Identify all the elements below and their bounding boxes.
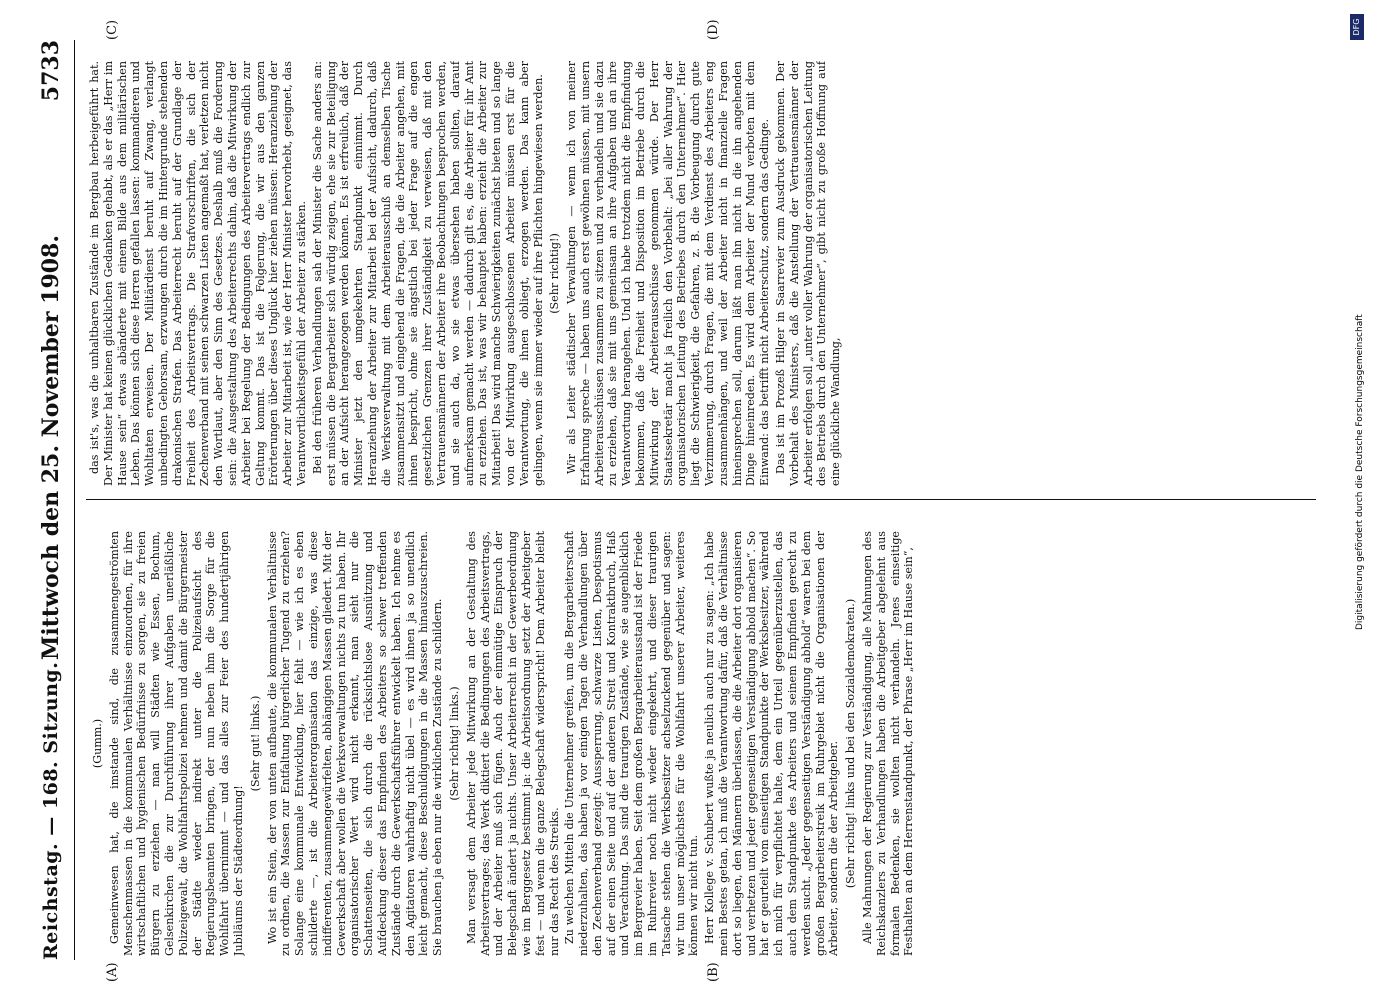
left-column-paragraph: Gemeinwesen hat, die imstande sind, die zusammengeströmten Menschenmassen in die kommunalen Verhältnisse einzuordnen, für ihre wirtschaftlichen und hygienischen Bedürfnisse zu sorgen, sie zu freien Bürgern zu erziehen — man will Städten wie Essen, Bochum, Gelsenkirchen die zur Durchführung ihrer Aufgaben unerläßliche Polizeigewalt, die Wohlfahrtspolizei nehmen und damit die Bürgermeister der Städte wieder indirekt unter die Polizeiaufsicht des Regierungsbeamten bringen, der nun neben ihm die Sorge für die Wohlfahrt übernimmt — und das alles zur Feier des hundertjährigen Jubiläums der Städteordnung! xyxy=(107,531,245,956)
left-column-paragraph: Zu welchen Mitteln die Unternehmer greifen, um die Bergarbeiterschaft niederzuhalten, das haben ja vor einigen Tagen die Verhandlungen über den Zechenverband gezeigt: Aussperrung, schwarze Listen, Despotismus auf der einen Seite und auf der anderen Streit und Kontraktbruch, Haß und Verachtung. Das sind die traurigen Zustände, wie sie augenblicklich im Bergrevier haben. Seit dem großen Bergarbeiterausstand ist der Friede im Ruhrrevier noch nicht wieder eingekehrt, und dieser traurigen Tatsache stehen die Werksbesitzer achselzuckend gegenüber und sagen: wir tun unser möglichstes für die Wohlfahrt unserer Arbeiter, weiteres können wir nicht tun. xyxy=(563,531,701,956)
left-column-paragraph: Man versagt dem Arbeiter jede Mitwirkung an der Gestaltung des Arbeitsvertrages; das Werk diktiert die Bedingungen des Arbeitsvertrags, und der Arbeiter muß sich fügen. Auch der einmütige Einspruch der Belegschaft ändert ja nichts. Unser Arbeiterrecht in der Gewerbeordnung wie im Berggesetz bestimmt ja: die Arbeitsordnung setzt der Arbeitgeber fest — und wenn die ganze Belegschaft widerspricht! Dem Arbeiter bleibt nur das Recht des Streiks. xyxy=(464,531,561,956)
margin-letter-a: (A) xyxy=(105,962,120,982)
left-column-interjection: (Sehr gut! links.) xyxy=(248,695,262,792)
margin-letter-b: (B) xyxy=(706,962,721,982)
margin-letter-d: (D) xyxy=(706,19,721,40)
page-number: 5733 xyxy=(38,40,64,102)
right-column-paragraph: Das ist im Prozeß Hilger in Saarrevier zum Ausdruck gekommen. Der Vorbehalt des Ministers, daß die Anstellung der Vertrauensmänner der Arbeiter erfolgen soll „unter voller Wahrung der organisatorischen Leitung des Betriebs durch den Unternehmer“, gibt nicht zu große Hoffnung auf eine glückliche Wandlung, xyxy=(774,61,843,486)
header-session: Reichstag. — 168. Sitzung. xyxy=(40,661,62,960)
left-column-interjection: (Sehr richtig! links.) xyxy=(447,686,461,801)
right-column-paragraph: Wir als Leiter städtischer Verwaltungen — wenn ich von meiner Erfahrung spreche — haben uns auch erst gewöhnen müssen, mit unsern Arbeiterausschüssen zusammen zu sitzen und zu verhandeln und sie dazu zu erziehen, daß sie mit uns gemeinsam an ihre Aufgaben und an ihre Verantwortung herangehen. Und ich habe trotzdem nicht die Empfindung bekommen, daß die Freiheit und Disposition im Betriebe durch die Mitwirkung der Arbeiterausschüsse genommen würde. Der Herr Staatssekretär macht ja freilich den Vorbehalt: „bei aller Wahrung der organisatorischen Leitung des Betriebes durch den Unternehmer“. Hier liegt die Schwierigkeit, die Gefahren, z. B. die Vorbeugung durch gute Verzimmerung, durch Fragen, die mit dem Verdienst des Arbeiters eng zusammenhängen, und weil der Arbeiter nicht in finanzielle Fragen hineinsprechen soll, darum läßt man ihn nicht in die ihn angehenden Dinge hineinreden. Es wird dem Arbeiter der Mund verboten mit dem Einwand: das betrifft nicht Arbeiterschutz, sondern das Gedinge. xyxy=(565,61,772,486)
left-text-column xyxy=(88,531,1288,956)
dfg-logo: DFG xyxy=(1350,14,1364,40)
header-date: Mittwoch den 25. November 1908. xyxy=(38,234,64,660)
right-column-paragraph: Bei den früheren Verhandlungen sah der Minister die Sache anders an: erst müssen die Bergarbeiter sich würdig zeigen, ehe sie zur Beteiligung an der Aufsicht herangezogen werden können. Es ist erfreulich, daß der Minister jetzt den umgekehrten Standpunkt einnimmt. Durch Heranziehung der Arbeiter zur Mitarbeit bei der Aufsicht, dadurch, daß die Werksverwaltung mit dem Arbeiterausschuß an demselben Tische zusammensitzt und eingehend die Fragen, die die Arbeiter angehen, mit ihnen bespricht, ohne sie ängstlich bei jeder Frage auf die engen gesetzlichen Grenzen ihrer Zuständigkeit zu verweisen, daß mit den Vertrauensmännern der Arbeiter ihre Beobachtungen besprochen werden, und sie auch da, wo sie etwas übersehen haben sollten, darauf aufmerksam gemacht werden — dadurch gilt es, die Arbeiter für ihr Amt zu erziehen. Das ist, was wir behauptet haben: erzieht die Arbeiter zur Mitarbeit! Das wird manche Schwierigkeiten zunächst bieten und so lange von der Mitwirkung ausgeschlossenen Arbeiter müssen erst für die Verantwortung, die ihnen obliegt, erzogen werden. Das kann aber gelingen, wenn sie immer wieder auf ihre Pflichten hingewiesen werden. xyxy=(310,61,545,486)
column-divider xyxy=(86,499,1316,500)
left-column-paragraph: Alle Mahnungen der Regierung zur Verständigung, alle Mahnungen des Reichskanzlers zu Verhandlungen haben die Arbeitgeber abgelehnt aus formalen Bedenken, sie wollten nicht verhandeln. Jenes einseitige Festhalten an dem Herrenstandpunkt, der Phrase „Herr im Hause sein“, xyxy=(861,531,916,956)
margin-letter-c: (C) xyxy=(105,19,120,40)
left-column-paragraph: Wo ist ein Stein, der von unten aufbaute, die kommunalen Verhältnisse zu ordnen, die Massen zur Entfaltung bürgerlicher Tugend zu erziehen? Solange eine kommunale Entwicklung, hier fehlt — wie ich es eben schilderte —, ist die Arbeiterorganisation das einzige, was diese indifferenten, zusammengewürfelten, abhängigen Massen gliedert. Mit der Gewerkschaft aber wollen die Werksverwaltungen nichts zu tun haben. Ihr organisatorischer Wert wird nicht erkannt, man sieht nur die Schattenseiten, die sich durch die rücksichtslose Ausnützung und Aufdeckung dieser das Empfinden des Arbeiters so schwer treffenden Zustände durch die Gewerkschaftsführer entwickelt haben. Ich nehme es den Agitatoren wahrhaftig nicht übel — es wird ihnen ja so unendlich leicht gemacht, diese Beschuldigungen in die Massen hinauszuschreien. Sie brauchen ja eben nur die wirklichen Zustände zu schildern. xyxy=(265,531,445,956)
left-column-interjection: (Gumm.) xyxy=(91,718,104,769)
right-text-column xyxy=(88,61,1288,486)
page-header xyxy=(34,40,75,960)
left-column-paragraph: Herr Kollege v. Schubert wußte ja neulich auch nur zu sagen: „Ich habe mein Bestes getan, ich muß die Verantwortung dafür, daß die Verhältnisse dort so liegen, den Männern überlassen, die die Arbeiter dort organisieren und verhetzen und jeder gegenseitigen Verständigung abhold machen“. So hat er geurteilt vom einseitigen Standpunkte der Werksbesitzer, während ich mich für verpflichtet halte, dem ein Urteil gegenüberzustellen, das auch dem Standpunkte des Arbeiters und seinem Empfinden gerecht zu werden sucht. „Jeder gegenseitigen Verständigung abhold“ waren bei dem großen Bergarbeiterstreik im Ruhrgebiet nicht die Organisationen der Arbeiter, sondern die der Arbeitgeber. xyxy=(703,531,841,956)
left-column-interjection: (Sehr richtig! links und bei den Sozialdemokraten.) xyxy=(844,598,858,889)
right-column-paragraph: das ist's, was die unhaltbaren Zustände im Bergbau herbeigeführt hat. Der Minister hat keinen glücklichen Gedanken gehabt, als er das „Herr im Hause sein“ etwas abänderte mit einem Bilde aus dem militärischen Leben. Das können sich diese Herren gefallen lassen: kommandieren und Wohltaten erweisen. Der Militärdienst beruht auf Zwang, verlangt unbedingten Gehorsam, erzwungen durch die im Hintergrunde stehenden drakonischen Strafen. Das Arbeiterrecht beruht auf der Grundlage der Freiheit des Arbeitsvertrags. Die Strafvorschriften, die sich der Zechenverband mit seinen schwarzen Listen angemaßt hat, verletzen nicht den Wortlaut, aber den Sinn des Gesetzes. Deshalb muß die Forderung sein: die Ausgestaltung des Arbeiterrechts dahin, daß die Mitwirkung der Arbeiter bei Regelung der Bedingungen des Arbeitervertrags endlich zur Geltung kommt. Das ist die Folgerung, die wir aus den ganzen Erörterungen über dieses Unglück hier ziehen müssen: Heranziehung der Arbeiter zur Mitarbeit ist, wie der Herr Minister hervorhebt, geeignet, das Verantwortlichkeitsgefühl der Arbeiter zu stärken. xyxy=(88,61,308,486)
digitization-credit: Digitalisierung gefördert durch die Deutsche Forschungsgemeinschaft xyxy=(1355,314,1365,630)
right-column-interjection: (Sehr richtig!) xyxy=(548,233,562,314)
